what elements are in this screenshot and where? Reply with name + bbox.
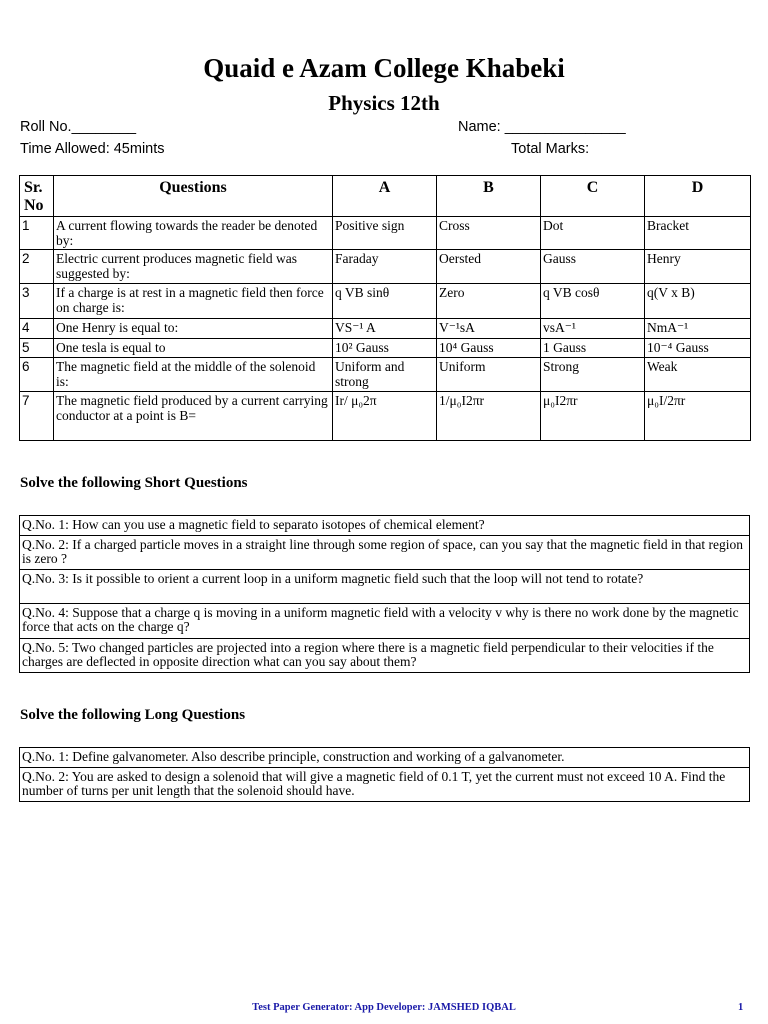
option-a: Ir/ μ₀2π: [333, 392, 437, 441]
sr-number: 2: [20, 250, 54, 284]
header-option-b: B: [437, 176, 541, 217]
question-text: One tesla is equal to: [54, 339, 333, 358]
mcq-header-row: [20, 176, 751, 217]
long-question-text: Q.No. 2: You are asked to design a solenoid that will give a magnetic field of 0.1 T, yet the current must not exceed 10 A. Find the number of turns per unit length that the solenoid should have.: [20, 768, 750, 802]
question-text: Electric current produces magnetic field was suggested by:: [54, 250, 333, 284]
footer-credit: Test Paper Generator: App Developer: JAMSHED IQBAL: [252, 1002, 516, 1013]
option-b: Uniform: [437, 358, 541, 392]
question-text: The magnetic field at the middle of the solenoid is:: [54, 358, 333, 392]
mcq-row: [20, 358, 751, 392]
option-b: V⁻¹sA: [437, 319, 541, 339]
mcq-row: [20, 392, 751, 441]
short-question-row: [20, 604, 750, 639]
sr-number: 7: [20, 392, 54, 441]
option-d: 10⁻⁴ Gauss: [645, 339, 751, 358]
option-b: Oersted: [437, 250, 541, 284]
option-c: Dot: [541, 217, 645, 250]
page-number: 1: [738, 1002, 744, 1013]
option-a: 10² Gauss: [333, 339, 437, 358]
option-b: 1/μ₀I2πr: [437, 392, 541, 441]
short-question-row: [20, 536, 750, 570]
option-b: Cross: [437, 217, 541, 250]
page-subtitle: Physics 12th: [328, 91, 440, 115]
short-question-text: Q.No. 1: How can you use a magnetic field to separato isotopes of chemical element?: [20, 516, 750, 536]
option-d: Weak: [645, 358, 751, 392]
question-text: One Henry is equal to:: [54, 319, 333, 339]
mcq-row: [20, 339, 751, 358]
total-marks: Total Marks:: [511, 141, 590, 157]
roll-no-field: Roll No.________: [20, 119, 137, 135]
time-allowed: Time Allowed: 45mints: [20, 141, 165, 157]
short-question-text: Q.No. 2: If a charged particle moves in a straight line through some region of space, can you say that the magnetic field in that region is zero ?: [20, 536, 750, 570]
option-a: VS⁻¹ A: [333, 319, 437, 339]
question-text: If a charge is at rest in a magnetic field then force on charge is:: [54, 284, 333, 319]
option-c: q VB cosθ: [541, 284, 645, 319]
mcq-row: [20, 284, 751, 319]
short-question-text: Q.No. 3: Is it possible to orient a current loop in a uniform magnetic field such that the loop will not tend to rotate?: [20, 570, 750, 604]
option-a: Positive sign: [333, 217, 437, 250]
short-question-row: [20, 639, 750, 673]
header-option-a: A: [333, 176, 437, 217]
short-question-row: [20, 516, 750, 536]
long-questions-table: [19, 747, 750, 802]
name-field: Name: _______________: [458, 119, 626, 135]
long-question-text: Q.No. 1: Define galvanometer. Also describe principle, construction and working of a galvanometer.: [20, 748, 750, 768]
option-a: Faraday: [333, 250, 437, 284]
option-a: q VB sinθ: [333, 284, 437, 319]
question-text: The magnetic field produced by a current carrying conductor at a point is B=: [54, 392, 333, 441]
option-d: Henry: [645, 250, 751, 284]
mcq-row: [20, 319, 751, 339]
header-option-c: C: [541, 176, 645, 217]
mcq-table: [19, 175, 751, 441]
mcq-row: [20, 250, 751, 284]
page-title: Quaid e Azam College Khabeki: [203, 53, 565, 83]
short-questions-table: [19, 515, 750, 673]
option-b: 10⁴ Gauss: [437, 339, 541, 358]
header-sr-no: Sr. No: [20, 176, 54, 217]
sr-number: 5: [20, 339, 54, 358]
sr-number: 4: [20, 319, 54, 339]
header-questions: Questions: [54, 176, 333, 217]
short-question-text: Q.No. 4: Suppose that a charge q is moving in a uniform magnetic field with a velocity v why is there no work done by the magnetic force that acts on the charge q?: [20, 604, 750, 639]
question-text: A current flowing towards the reader be denoted by:: [54, 217, 333, 250]
option-c: Strong: [541, 358, 645, 392]
option-d: Bracket: [645, 217, 751, 250]
long-question-row: [20, 748, 750, 768]
header-option-d: D: [645, 176, 751, 217]
option-d: NmA⁻¹: [645, 319, 751, 339]
long-question-row: [20, 768, 750, 802]
sr-number: 3: [20, 284, 54, 319]
option-c: μ₀I2πr: [541, 392, 645, 441]
option-c: vsA⁻¹: [541, 319, 645, 339]
long-questions-heading: Solve the following Long Questions: [20, 707, 246, 723]
option-c: Gauss: [541, 250, 645, 284]
option-d: q(V x B): [645, 284, 751, 319]
option-b: Zero: [437, 284, 541, 319]
mcq-row: [20, 217, 751, 250]
short-question-row: [20, 570, 750, 604]
option-d: μ₀I/2πr: [645, 392, 751, 441]
option-a: Uniform and strong: [333, 358, 437, 392]
short-question-text: Q.No. 5: Two changed particles are projected into a region where there is a magnetic field perpendicular to their velocities if the charges are deflected in opposite direction what can you say about them?: [20, 639, 750, 673]
sr-number: 1: [20, 217, 54, 250]
option-c: 1 Gauss: [541, 339, 645, 358]
sr-number: 6: [20, 358, 54, 392]
short-questions-heading: Solve the following Short Questions: [20, 475, 248, 491]
